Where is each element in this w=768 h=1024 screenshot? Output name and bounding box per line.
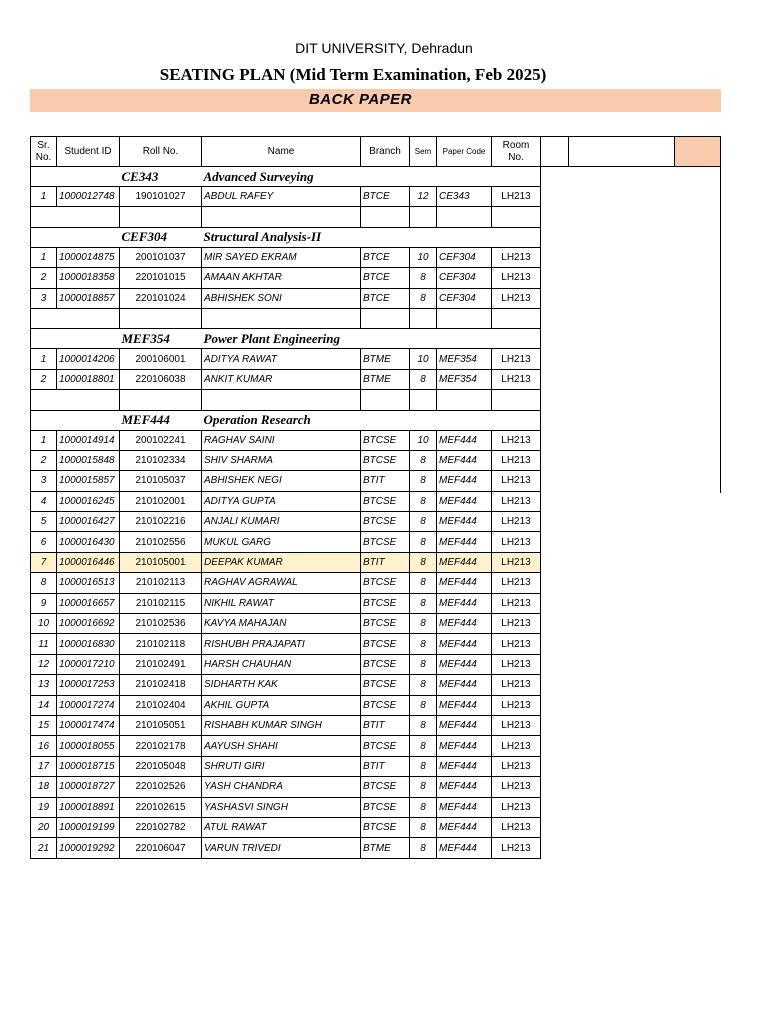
cell-id: 1000018891 <box>57 797 120 817</box>
cell-roll: 210102491 <box>120 654 202 674</box>
seating-plan-title: SEATING PLAN (Mid Term Examination, Feb 2025) <box>159 65 547 84</box>
table-row <box>31 736 721 756</box>
section-header <box>31 329 721 349</box>
cell-room: LH213 <box>492 532 541 552</box>
cell-sem: 8 <box>410 614 437 634</box>
table-row <box>31 675 721 695</box>
cell-room: LH213 <box>492 695 541 715</box>
cell-paper: MEF444 <box>437 430 492 450</box>
cell-roll: 220102526 <box>120 777 202 797</box>
cell-id: 1000017474 <box>57 715 120 735</box>
cell-paper: MEF444 <box>437 552 492 572</box>
cell-name: ADITYA GUPTA <box>202 491 361 511</box>
table-row <box>31 552 721 572</box>
cell-id: 1000016245 <box>57 491 120 511</box>
cell-sr: 12 <box>31 654 57 674</box>
cell-paper: MEF444 <box>437 573 492 593</box>
cell-paper: CEF304 <box>437 268 492 288</box>
section-subject: Structural Analysis-II <box>202 227 541 247</box>
cell-branch: BTCE <box>361 187 410 207</box>
cell-name: ANKIT KUMAR <box>202 369 361 389</box>
table-row <box>31 268 721 288</box>
cell-sr: 17 <box>31 756 57 776</box>
cell-branch: BTCSE <box>361 654 410 674</box>
section-header <box>31 167 721 187</box>
cell-name: ABHISHEK NEGI <box>202 471 361 491</box>
cell-sem: 8 <box>410 471 437 491</box>
cell-room: LH213 <box>492 471 541 491</box>
cell-sr: 19 <box>31 797 57 817</box>
cell-room: LH213 <box>492 756 541 776</box>
section-subject: Power Plant Engineering <box>202 329 541 349</box>
table-row <box>31 838 721 858</box>
cell-name: SHIV SHARMA <box>202 450 361 470</box>
blank-row <box>31 308 721 328</box>
cell-paper: CEF304 <box>437 288 492 308</box>
cell-sem: 8 <box>410 675 437 695</box>
cell-branch: BTCSE <box>361 675 410 695</box>
header-roll: Roll No. <box>120 137 202 167</box>
cell-paper: MEF444 <box>437 450 492 470</box>
section-code: CE343 <box>120 167 202 187</box>
cell-roll: 210102113 <box>120 573 202 593</box>
cell-name: RAGHAV AGRAWAL <box>202 573 361 593</box>
cell-branch: BTCSE <box>361 634 410 654</box>
cell-branch: BTCSE <box>361 532 410 552</box>
cell-name: MUKUL GARG <box>202 532 361 552</box>
cell-roll: 210102118 <box>120 634 202 654</box>
cell-room: LH213 <box>492 288 541 308</box>
cell-sem: 8 <box>410 552 437 572</box>
table-row <box>31 471 721 491</box>
cell-paper: MEF444 <box>437 532 492 552</box>
cell-roll: 220106047 <box>120 838 202 858</box>
section-subject: Operation Research <box>202 410 541 430</box>
cell-roll: 210102001 <box>120 491 202 511</box>
cell-branch: BTCE <box>361 247 410 267</box>
cell-name: ANJALI KUMARI <box>202 512 361 532</box>
cell-branch: BTME <box>361 369 410 389</box>
cell-paper: MEF444 <box>437 675 492 695</box>
cell-name: AAYUSH SHAHI <box>202 736 361 756</box>
cell-sr: 18 <box>31 777 57 797</box>
table-row <box>31 247 721 267</box>
cell-branch: BTCSE <box>361 430 410 450</box>
cell-id: 1000017253 <box>57 675 120 695</box>
cell-roll: 210102404 <box>120 695 202 715</box>
cell-branch: BTCE <box>361 288 410 308</box>
cell-name: KAVYA MAHAJAN <box>202 614 361 634</box>
cell-name: ABHISHEK SONI <box>202 288 361 308</box>
cell-id: 1000018358 <box>57 268 120 288</box>
cell-room: LH213 <box>492 634 541 654</box>
cell-name: RISHUBH PRAJAPATI <box>202 634 361 654</box>
cell-sr: 2 <box>31 450 57 470</box>
cell-paper: MEF444 <box>437 634 492 654</box>
cell-branch: BTIT <box>361 552 410 572</box>
cell-sr: 21 <box>31 838 57 858</box>
cell-sr: 2 <box>31 268 57 288</box>
cell-id: 1000016692 <box>57 614 120 634</box>
cell-roll: 220106038 <box>120 369 202 389</box>
cell-sr: 5 <box>31 512 57 532</box>
cell-id: 1000016513 <box>57 573 120 593</box>
cell-paper: CEF304 <box>437 247 492 267</box>
cell-sr: 14 <box>31 695 57 715</box>
header-student-id: Student ID <box>57 137 120 167</box>
section-subject: Advanced Surveying <box>202 167 541 187</box>
cell-paper: MEF444 <box>437 695 492 715</box>
cell-roll: 220101024 <box>120 288 202 308</box>
table-row <box>31 573 721 593</box>
cell-id: 1000018857 <box>57 288 120 308</box>
cell-sem: 8 <box>410 695 437 715</box>
cell-id: 1000019292 <box>57 838 120 858</box>
cell-sem: 8 <box>410 654 437 674</box>
cell-branch: BTCSE <box>361 450 410 470</box>
table-row <box>31 593 721 613</box>
table-row <box>31 817 721 837</box>
header-name: Name <box>202 137 361 167</box>
cell-name: ABDUL RAFEY <box>202 187 361 207</box>
cell-id: 1000015848 <box>57 450 120 470</box>
cell-name: NIKHIL RAWAT <box>202 593 361 613</box>
cell-sem: 8 <box>410 777 437 797</box>
cell-paper: MEF444 <box>437 797 492 817</box>
cell-sem: 8 <box>410 756 437 776</box>
header-sr: Sr. No. <box>31 137 57 167</box>
cell-roll: 210102334 <box>120 450 202 470</box>
cell-room: LH213 <box>492 614 541 634</box>
cell-sem: 10 <box>410 430 437 450</box>
cell-room: LH213 <box>492 654 541 674</box>
cell-room: LH213 <box>492 797 541 817</box>
cell-sem: 8 <box>410 369 437 389</box>
cell-branch: BTCSE <box>361 491 410 511</box>
table-row <box>31 187 721 207</box>
cell-sr: 1 <box>31 247 57 267</box>
section-code: CEF304 <box>120 227 202 247</box>
cell-branch: BTIT <box>361 715 410 735</box>
cell-branch: BTIT <box>361 756 410 776</box>
table-row <box>31 634 721 654</box>
cell-branch: BTCSE <box>361 614 410 634</box>
cell-name: DEEPAK KUMAR <box>202 552 361 572</box>
cell-branch: BTCSE <box>361 695 410 715</box>
header-blank-2 <box>569 137 675 167</box>
cell-sr: 2 <box>31 369 57 389</box>
cell-id: 1000015857 <box>57 471 120 491</box>
cell-room: LH213 <box>492 430 541 450</box>
cell-sr: 1 <box>31 187 57 207</box>
cell-room: LH213 <box>492 573 541 593</box>
cell-paper: MEF444 <box>437 756 492 776</box>
cell-sr: 7 <box>31 552 57 572</box>
cell-sem: 10 <box>410 247 437 267</box>
cell-roll: 210105051 <box>120 715 202 735</box>
cell-name: AMAAN AKHTAR <box>202 268 361 288</box>
cell-roll: 210102536 <box>120 614 202 634</box>
cell-name: RAGHAV SAINI <box>202 430 361 450</box>
cell-sem: 8 <box>410 715 437 735</box>
cell-name: YASHASVI SINGH <box>202 797 361 817</box>
cell-room: LH213 <box>492 552 541 572</box>
cell-sr: 15 <box>31 715 57 735</box>
cell-sr: 9 <box>31 593 57 613</box>
cell-sem: 8 <box>410 593 437 613</box>
cell-id: 1000018055 <box>57 736 120 756</box>
cell-id: 1000019199 <box>57 817 120 837</box>
cell-paper: MEF444 <box>437 593 492 613</box>
cell-name: SIDHARTH KAK <box>202 675 361 695</box>
seating-table <box>30 136 721 859</box>
cell-sem: 8 <box>410 268 437 288</box>
cell-roll: 220102178 <box>120 736 202 756</box>
cell-room: LH213 <box>492 268 541 288</box>
cell-sr: 1 <box>31 349 57 369</box>
cell-sem: 8 <box>410 532 437 552</box>
cell-paper: MEF444 <box>437 715 492 735</box>
cell-id: 1000016446 <box>57 552 120 572</box>
header-paper-code: Paper Code <box>437 137 492 167</box>
table-edge-line <box>720 166 721 493</box>
cell-room: LH213 <box>492 491 541 511</box>
header-room: Room No. <box>492 137 541 167</box>
table-row <box>31 756 721 776</box>
cell-roll: 210105037 <box>120 471 202 491</box>
table-row <box>31 715 721 735</box>
cell-id: 1000018715 <box>57 756 120 776</box>
cell-room: LH213 <box>492 675 541 695</box>
cell-sr: 8 <box>31 573 57 593</box>
cell-branch: BTCSE <box>361 573 410 593</box>
table-row <box>31 288 721 308</box>
cell-paper: MEF444 <box>437 838 492 858</box>
cell-id: 1000014914 <box>57 430 120 450</box>
cell-id: 1000016830 <box>57 634 120 654</box>
cell-room: LH213 <box>492 838 541 858</box>
cell-branch: BTCSE <box>361 797 410 817</box>
cell-branch: BTCSE <box>361 512 410 532</box>
cell-roll: 200101037 <box>120 247 202 267</box>
cell-paper: MEF354 <box>437 369 492 389</box>
cell-sem: 8 <box>410 288 437 308</box>
cell-paper: MEF354 <box>437 349 492 369</box>
cell-sr: 20 <box>31 817 57 837</box>
cell-sem: 8 <box>410 491 437 511</box>
cell-name: ADITYA RAWAT <box>202 349 361 369</box>
cell-roll: 210102418 <box>120 675 202 695</box>
cell-branch: BTME <box>361 838 410 858</box>
cell-id: 1000018727 <box>57 777 120 797</box>
cell-name: RISHABH KUMAR SINGH <box>202 715 361 735</box>
blank-row <box>31 207 721 227</box>
cell-sr: 16 <box>31 736 57 756</box>
table-row <box>31 450 721 470</box>
cell-sr: 3 <box>31 288 57 308</box>
cell-id: 1000018801 <box>57 369 120 389</box>
cell-room: LH213 <box>492 817 541 837</box>
cell-room: LH213 <box>492 247 541 267</box>
cell-room: LH213 <box>492 593 541 613</box>
cell-sr: 3 <box>31 471 57 491</box>
cell-roll: 210102115 <box>120 593 202 613</box>
cell-paper: MEF444 <box>437 512 492 532</box>
table-row <box>31 349 721 369</box>
cell-roll: 210105001 <box>120 552 202 572</box>
table-row <box>31 532 721 552</box>
cell-roll: 220102615 <box>120 797 202 817</box>
cell-sem: 8 <box>410 573 437 593</box>
cell-roll: 220105048 <box>120 756 202 776</box>
cell-sr: 13 <box>31 675 57 695</box>
cell-paper: MEF444 <box>437 777 492 797</box>
cell-name: SHRUTI GIRI <box>202 756 361 776</box>
section-header <box>31 410 721 430</box>
section-code: MEF354 <box>120 329 202 349</box>
cell-name: VARUN TRIVEDI <box>202 838 361 858</box>
cell-sem: 8 <box>410 634 437 654</box>
table-row <box>31 512 721 532</box>
cell-roll: 200102241 <box>120 430 202 450</box>
cell-branch: BTCSE <box>361 736 410 756</box>
cell-branch: BTME <box>361 349 410 369</box>
back-paper-label: BACK PAPER <box>308 91 413 108</box>
cell-id: 1000014206 <box>57 349 120 369</box>
cell-sem: 12 <box>410 187 437 207</box>
table-row <box>31 777 721 797</box>
cell-paper: MEF444 <box>437 817 492 837</box>
cell-sem: 8 <box>410 736 437 756</box>
cell-roll: 190101027 <box>120 187 202 207</box>
table-row <box>31 797 721 817</box>
section-code: MEF444 <box>120 410 202 430</box>
cell-roll: 220102782 <box>120 817 202 837</box>
cell-branch: BTIT <box>361 471 410 491</box>
cell-name: MIR SAYED EKRAM <box>202 247 361 267</box>
table-row <box>31 369 721 389</box>
cell-sem: 8 <box>410 797 437 817</box>
cell-name: AKHIL GUPTA <box>202 695 361 715</box>
cell-branch: BTCSE <box>361 777 410 797</box>
cell-paper: MEF444 <box>437 654 492 674</box>
cell-room: LH213 <box>492 512 541 532</box>
cell-sem: 8 <box>410 450 437 470</box>
cell-room: LH213 <box>492 349 541 369</box>
cell-id: 1000016427 <box>57 512 120 532</box>
table-row <box>31 430 721 450</box>
cell-id: 1000017210 <box>57 654 120 674</box>
cell-name: YASH CHANDRA <box>202 777 361 797</box>
cell-branch: BTCSE <box>361 817 410 837</box>
cell-room: LH213 <box>492 369 541 389</box>
cell-branch: BTCE <box>361 268 410 288</box>
blank-row <box>31 390 721 410</box>
cell-roll: 210102556 <box>120 532 202 552</box>
cell-room: LH213 <box>492 450 541 470</box>
header-sem: Sem <box>410 137 437 167</box>
cell-sem: 8 <box>410 838 437 858</box>
cell-sem: 8 <box>410 817 437 837</box>
cell-id: 1000016657 <box>57 593 120 613</box>
cell-room: LH213 <box>492 777 541 797</box>
cell-name: ATUL RAWAT <box>202 817 361 837</box>
cell-id: 1000012748 <box>57 187 120 207</box>
table-row <box>31 491 721 511</box>
cell-room: LH213 <box>492 736 541 756</box>
cell-branch: BTCSE <box>361 593 410 613</box>
cell-paper: CE343 <box>437 187 492 207</box>
cell-room: LH213 <box>492 715 541 735</box>
table-row <box>31 614 721 634</box>
university-name: DIT UNIVERSITY, Dehradun <box>295 40 473 56</box>
cell-roll: 220101015 <box>120 268 202 288</box>
cell-paper: MEF444 <box>437 491 492 511</box>
cell-roll: 210102216 <box>120 512 202 532</box>
cell-sem: 8 <box>410 512 437 532</box>
cell-id: 1000017274 <box>57 695 120 715</box>
cell-paper: MEF444 <box>437 471 492 491</box>
table-row <box>31 654 721 674</box>
header-blank-1 <box>541 137 569 167</box>
cell-sr: 1 <box>31 430 57 450</box>
cell-sr: 4 <box>31 491 57 511</box>
header-branch: Branch <box>361 137 410 167</box>
cell-name: HARSH CHAUHAN <box>202 654 361 674</box>
cell-sr: 11 <box>31 634 57 654</box>
cell-sr: 10 <box>31 614 57 634</box>
cell-paper: MEF444 <box>437 736 492 756</box>
cell-sr: 6 <box>31 532 57 552</box>
section-header <box>31 227 721 247</box>
cell-paper: MEF444 <box>437 614 492 634</box>
header-row <box>31 137 721 167</box>
header-blank-3 <box>675 137 721 167</box>
cell-roll: 200106001 <box>120 349 202 369</box>
cell-id: 1000016430 <box>57 532 120 552</box>
cell-sem: 10 <box>410 349 437 369</box>
cell-id: 1000014875 <box>57 247 120 267</box>
table-row <box>31 695 721 715</box>
cell-room: LH213 <box>492 187 541 207</box>
